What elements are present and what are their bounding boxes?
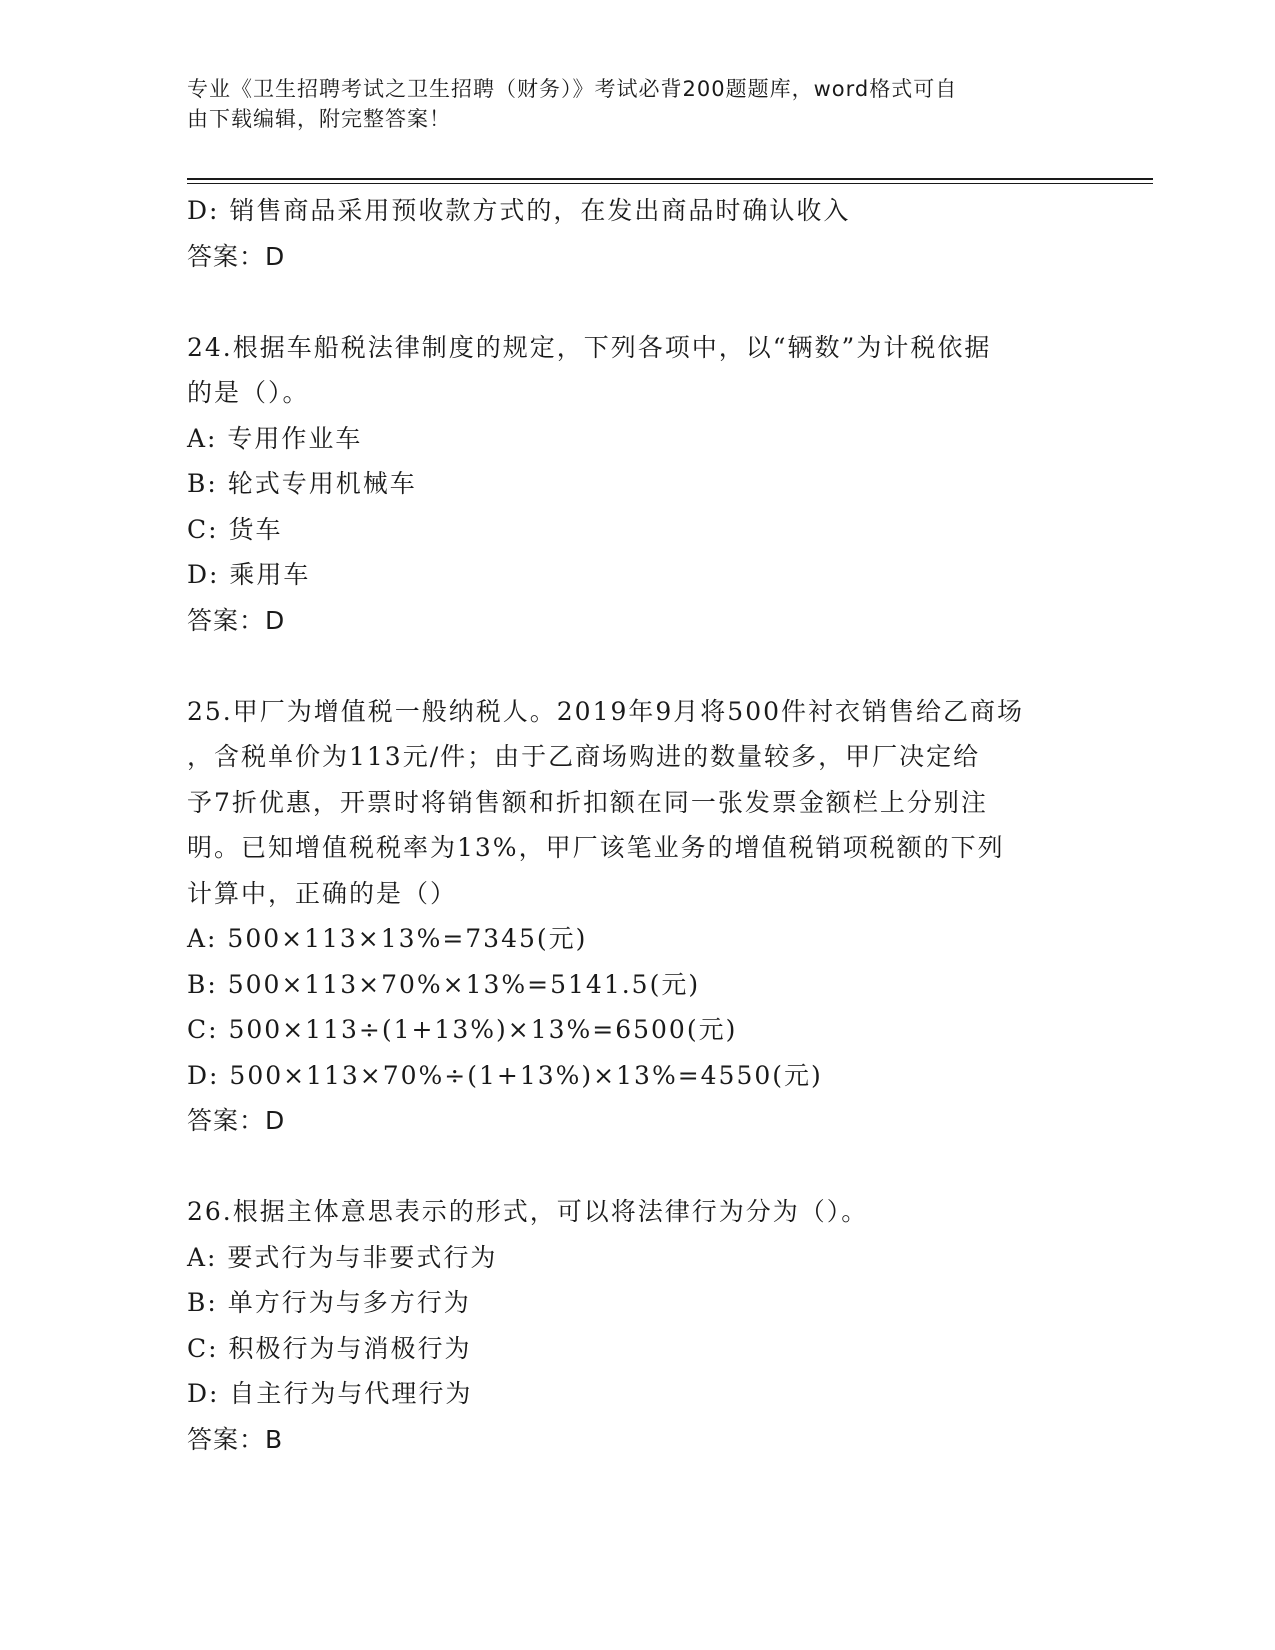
answer-line: 答案：D xyxy=(187,605,286,635)
question-block-26 xyxy=(187,1189,1087,1462)
question-text: 25.甲厂为增值税一般纳税人。2019年9月将500件衬衣销售给乙商场 xyxy=(187,696,1025,726)
question-content xyxy=(187,188,1087,1462)
block-gap xyxy=(187,1144,1087,1190)
header-rule-thin xyxy=(187,183,1153,184)
option-b: B: 轮式专用机械车 xyxy=(187,469,417,498)
question-text: 明。已知增值税税率为13%，甲厂该笔业务的增值税销项税额的下列 xyxy=(187,833,1005,862)
question-text: ，含税单价为113元/件；由于乙商场购进的数量较多，甲厂决定给 xyxy=(187,742,981,771)
question-block-25 xyxy=(187,689,1087,1144)
question-text: 予7折优惠，开票时将销售额和折扣额在同一张发票金额栏上分别注 xyxy=(187,787,988,817)
question-block-24 xyxy=(187,325,1087,644)
option-c: C: 积极行为与消极行为 xyxy=(187,1333,472,1363)
header-line-2: 由下载编辑，附完整答案！ xyxy=(187,107,451,131)
option-d: D: 500×113×70%÷(1+13%)×13%=4550(元) xyxy=(187,1060,823,1090)
block-gap xyxy=(187,279,1087,325)
option-d: D: 乘用车 xyxy=(187,560,311,589)
question-text: 24.根据车船税法律制度的规定，下列各项中，以“辆数”为计税依据 xyxy=(187,332,992,362)
option-c: C: 500×113÷(1+13%)×13%=6500(元) xyxy=(187,1015,738,1044)
block-gap xyxy=(187,643,1087,689)
option-a: A: 专用作业车 xyxy=(187,423,363,453)
option-d: D: 销售商品采用预收款方式的，在发出商品时确认收入 xyxy=(187,196,851,225)
question-block-23 xyxy=(187,188,1087,279)
question-text: 计算中，正确的是（） xyxy=(187,878,458,908)
option-a: A: 要式行为与非要式行为 xyxy=(187,1242,498,1272)
option-c: C: 货车 xyxy=(187,514,283,544)
option-d: D: 自主行为与代理行为 xyxy=(187,1379,473,1408)
question-text: 的是（）。 xyxy=(187,378,310,407)
answer-line: 答案：D xyxy=(187,241,286,271)
option-b: B: 500×113×70%×13%=5141.5(元) xyxy=(187,969,701,999)
header-rule-thick xyxy=(187,178,1153,180)
answer-line: 答案：B xyxy=(187,1424,284,1454)
answer-line: 答案：D xyxy=(187,1106,286,1135)
document-header xyxy=(187,74,1067,134)
question-text: 26.根据主体意思表示的形式，可以将法律行为分为（）。 xyxy=(187,1197,869,1226)
option-b: B: 单方行为与多方行为 xyxy=(187,1288,471,1317)
option-a: A: 500×113×13%=7345(元) xyxy=(187,924,588,953)
header-line-1: 专业《卫生招聘考试之卫生招聘（财务）》考试必背200题题库，word格式可自 xyxy=(187,77,958,101)
